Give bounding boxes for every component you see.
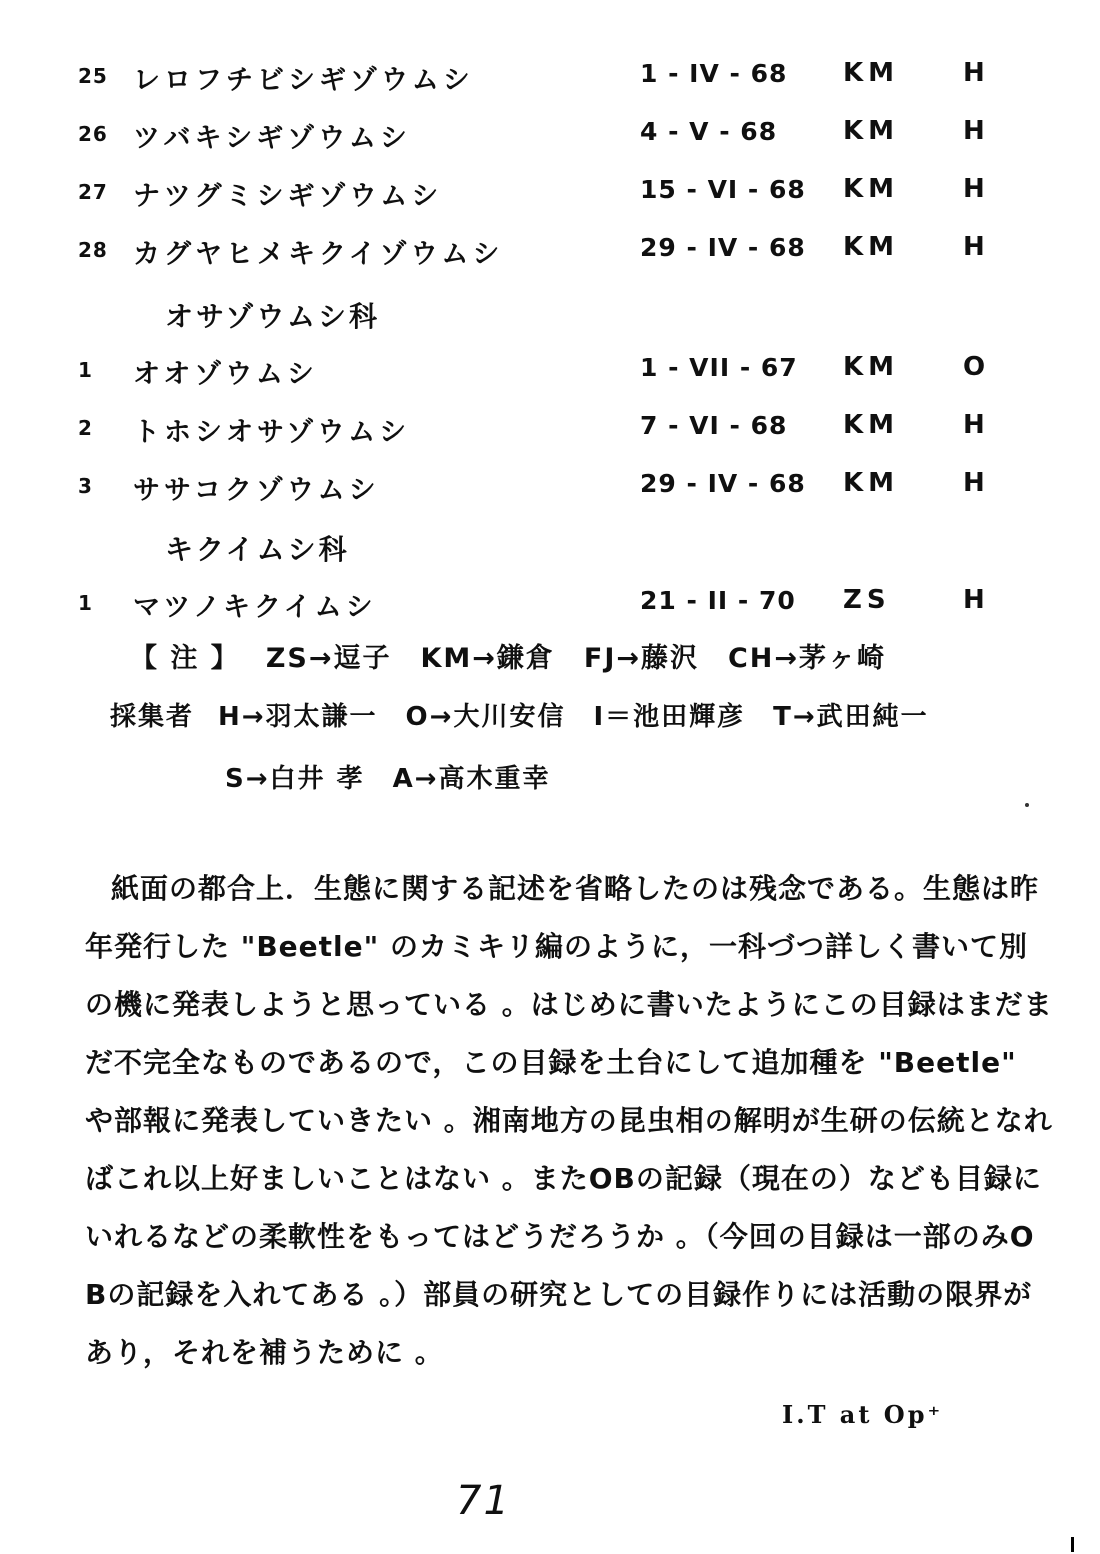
row-number: 26 [78,122,108,146]
paragraph-line: だ不完全なものであるので，この目録を土台にして追加種を "Beetle" [85,1046,1017,1079]
location-code: KM [843,174,900,204]
row-number: 2 [78,416,93,440]
paragraph-line: Bの記録を入れてある 。）部員の研究としての目録作りには活動の限界が [85,1278,1033,1311]
paragraph-line: や部報に発表していきたい 。湘南地方の昆虫相の解明が生研の伝統となれ [85,1104,1053,1137]
species-name: カグヤヒメキクイゾウムシ [133,239,504,270]
capture-date: 29 - IV - 68 [640,233,806,262]
family-heading: オサゾウムシ科 [165,300,381,333]
location-abbreviations: ZS→逗子 KM→鎌倉 FJ→藤沢 CH→茅ヶ崎 [265,643,887,674]
collector-code: H [963,58,985,88]
species-name: マツノキクイムシ [133,592,377,623]
location-code: KM [843,410,900,440]
table-row [0,352,1100,396]
location-code: KM [843,352,900,382]
species-name: トホシオサゾウムシ [133,417,411,448]
species-name: ササコクゾウムシ [133,475,380,506]
location-code: KM [843,468,900,498]
table-row [0,174,1100,218]
capture-date: 29 - IV - 68 [640,469,806,498]
page-number: 71 [456,1478,511,1524]
legend-collectors-line1 [110,696,929,733]
collector-code: H [963,468,985,498]
capture-date: 21 - II - 70 [640,586,796,615]
scan-artifact-tick [1071,1537,1074,1552]
capture-date: 15 - VI - 68 [640,175,806,204]
row-number: 3 [78,474,93,498]
table-row [0,585,1100,629]
legend-collectors-line2: S→白井 孝 A→高木重幸 [225,764,551,794]
capture-date: 1 - VII - 67 [640,353,798,382]
location-code: KM [843,232,900,262]
table-row [0,468,1100,512]
row-number: 28 [78,238,108,262]
row-number: 27 [78,180,108,204]
location-code: KM [843,58,900,88]
paragraph-line: 年発行した "Beetle" のカミキリ編のように，一科づつ詳しく書いて別 [85,930,1028,963]
collector-code: H [963,232,985,262]
collector-abbreviations: H→羽太謙一 O→大川安信 I＝池田輝彦 T→武田純一 [218,702,929,732]
table-row [0,116,1100,160]
paragraph-line: あり，それを補うために 。 [85,1336,444,1369]
paragraph-line: 紙面の都合上．生態に関する記述を省略したのは残念である。生態は昨 [111,872,1040,905]
paragraph-line: の機に発表しようと思っている 。はじめに書いたようにこの目録はまだま [85,988,1053,1021]
family-heading: キクイムシ科 [165,533,350,566]
location-code: ZS [843,585,891,615]
capture-date: 1 - IV - 68 [640,59,788,88]
species-name: オオゾウムシ [133,359,318,390]
row-number: 1 [78,358,93,382]
collector-code: H [963,410,985,440]
row-number: 25 [78,64,108,88]
capture-date: 7 - VI - 68 [640,411,788,440]
legend-locations [130,636,886,675]
collector-code: O [963,352,986,382]
collectors-label: 採集者 [110,702,195,732]
note-label: 【 注 】 [130,643,240,674]
collector-code: H [963,585,985,615]
table-row [0,58,1100,102]
paragraph-line: ばこれ以上好ましいことはない 。またOBの記録（現在の）なども目録に [85,1162,1042,1195]
paragraph-line: いれるなどの柔軟性をもってはどうだろうか 。（今回の目録は一部のみO [85,1220,1035,1253]
species-name: ツバキシギゾウムシ [133,123,411,154]
table-row [0,232,1100,276]
scan-artifact-speck [1025,803,1029,807]
collector-code: H [963,116,985,146]
species-name: ナツグミシギゾウムシ [133,181,443,212]
author-signature: I.T at Op⁺ [782,1400,944,1429]
row-number: 1 [78,591,93,615]
location-code: KM [843,116,900,146]
species-name: レロフチビシギゾウムシ [133,65,474,96]
collector-code: H [963,174,985,204]
body-paragraph [85,866,1060,1388]
capture-date: 4 - V - 68 [640,117,778,146]
table-row [0,410,1100,454]
